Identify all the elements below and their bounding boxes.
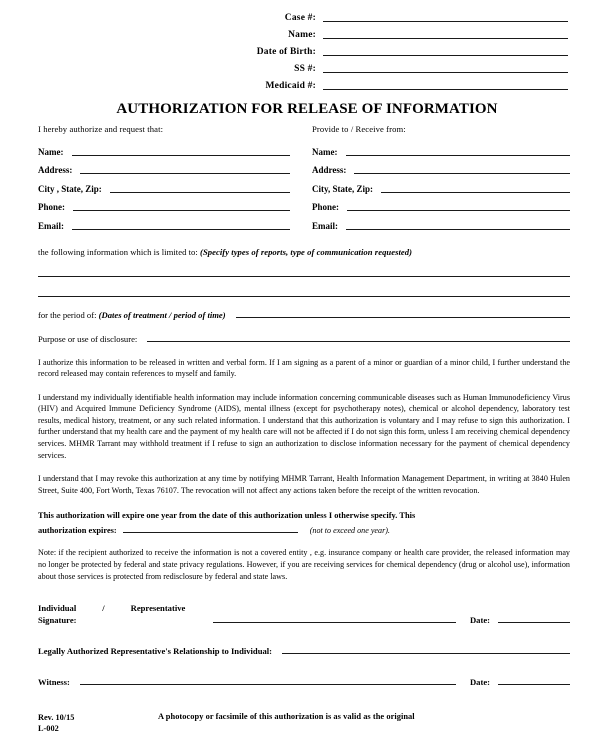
expiration-row — [38, 526, 570, 536]
header-label-ss: SS #: — [294, 64, 316, 74]
period-of-label — [38, 310, 236, 321]
right-label-city-state-zip: City, State, Zip: — [312, 183, 374, 194]
right-input-phone[interactable] — [347, 210, 570, 211]
relationship-label: Legally Authorized Representative's Relationship to Individual: — [38, 646, 273, 657]
period-of-input[interactable] — [236, 317, 570, 318]
purpose-row — [38, 334, 570, 345]
left-field-name — [38, 140, 304, 159]
header-input-medicaid[interactable] — [323, 89, 568, 90]
limited-to-instruction — [38, 247, 570, 257]
left-label-email: Email: — [38, 220, 64, 231]
right-field-email — [312, 214, 570, 233]
authorizing-party-intro: I hereby authorize and request that: — [38, 124, 164, 134]
paragraph-revocation: I understand that I may revoke this authorization at any time by notifying MHMR Tarrant, Health Information Management Department, in writing at 3840 Hulen Street, Suite 400, Fort Worth, Texas 76107. The revocation will not affect any actions taken before the receipt of the written revocation. — [38, 474, 570, 495]
left-field-email — [38, 214, 304, 233]
limited-to-italic-hint: (Specify types of reports, type of communication requested) — [200, 246, 413, 257]
individual-signature-caption — [38, 602, 213, 626]
individual-signature-date-label: Date: — [469, 615, 490, 626]
limited-to-input-line-2[interactable] — [38, 296, 570, 297]
photocopy-validity-note: A photocopy or facsimile of this authorization is as valid as the original — [158, 712, 415, 722]
header-label-name: Name: — [288, 30, 316, 40]
header-field-ss — [220, 59, 568, 76]
header-field-medicaid — [220, 76, 568, 93]
individual-signature-input[interactable] — [213, 622, 456, 623]
header-label-case: Case #: — [284, 13, 316, 23]
left-input-city-state-zip[interactable] — [110, 192, 290, 193]
parties-section — [38, 124, 570, 233]
right-label-name: Name: — [312, 146, 338, 157]
relationship-row — [38, 643, 570, 657]
right-input-name[interactable] — [346, 155, 571, 156]
right-field-phone — [312, 196, 570, 215]
right-field-city-state-zip — [312, 177, 570, 196]
expiration-note: (not to exceed one year). — [309, 526, 390, 536]
right-field-address — [312, 159, 570, 178]
period-of-row — [38, 310, 570, 321]
header-field-name — [220, 25, 568, 42]
witness-label: Witness: — [38, 677, 70, 688]
revision-code — [38, 712, 158, 734]
form-number: L-002 — [38, 724, 59, 734]
left-input-address[interactable] — [80, 173, 290, 174]
left-input-email[interactable] — [72, 229, 290, 230]
purpose-label: Purpose or use of disclosure: — [38, 333, 138, 344]
limited-to-input-line-1[interactable] — [38, 276, 570, 277]
receiving-party-intro: Provide to / Receive from: — [312, 124, 406, 134]
witness-date-input[interactable] — [498, 684, 570, 685]
witness-row — [38, 674, 570, 688]
limited-to-text: the following information which is limited to: — [38, 246, 201, 257]
paragraph-health-information-disclosure: I understand my individually identifiable health information may include information concerning communicable diseases such as Human Immunodeficiency Virus (HIV) and Acquired Immune Deficiency Syndrome (AIDS), mental illness (except for psychotherapy notes), chemical or alcohol dependency, laboratory test results, medical history, treatment, or any such related information. I understand that this authorization is voluntary and I may refuse to sign this authorization. I further understand that my health care and the payment of my health care will not be affected if I do not sign this form, unless I am receiving chemical dependency services. MHMR Tarrant may withhold treatment if I refuse to sign an authorization to disclose information necessary for the payment of chemical dependency services. — [38, 392, 570, 460]
caption-signature: Signature: — [38, 615, 77, 626]
header-input-name[interactable] — [323, 38, 568, 39]
left-input-name[interactable] — [72, 155, 291, 156]
header-field-case — [220, 8, 568, 25]
paragraph-authorize-release: I authorize this information to be released in written and verbal form. If I am signing as a parent of a minor or guardian of a minor child, I further understand the record released may contain references to myself and family. — [38, 357, 570, 379]
witness-date-label: Date: — [469, 677, 490, 688]
individual-signature-date-input[interactable] — [498, 622, 570, 623]
caption-slash: / — [102, 603, 105, 614]
document-title: AUTHORIZATION FOR RELEASE OF INFORMATION — [116, 101, 498, 117]
left-label-phone: Phone: — [38, 202, 65, 212]
document-footer — [38, 712, 570, 734]
purpose-input[interactable] — [147, 341, 570, 342]
authorizing-party-column — [38, 124, 304, 233]
expiration-statement: This authorization will expire one year from the date of this authorization unless I otherwise specify. This — [38, 511, 416, 521]
header-label-dob: Date of Birth: — [256, 47, 316, 57]
individual-signature-row — [38, 602, 570, 626]
relationship-input[interactable] — [282, 653, 570, 654]
left-label-name: Name: — [38, 146, 64, 157]
left-field-phone — [38, 196, 304, 215]
right-label-address: Address: — [312, 165, 347, 175]
header-field-dob — [220, 42, 568, 59]
left-input-phone[interactable] — [73, 210, 290, 211]
paragraph-redisclosure-note: Note: if the recipient authorized to receive the information is not a covered entity , e.g. insurance company or health care provider, the released information may no longer be protected by federal and state privacy regulations. However, if you are receiving services for chemical dependency (drug or alcohol use), information about those services is protected from redisclosure by federal and state laws. — [38, 548, 570, 581]
expiration-label: authorization expires: — [38, 526, 117, 536]
right-input-city-state-zip[interactable] — [381, 192, 570, 193]
header-label-medicaid: Medicaid #: — [265, 81, 316, 91]
witness-input[interactable] — [80, 684, 456, 685]
right-label-email: Email: — [312, 220, 338, 231]
header-input-dob[interactable] — [323, 55, 568, 56]
expiration-date-input[interactable] — [123, 532, 298, 533]
left-label-city-state-zip: City , State, Zip: — [38, 183, 102, 194]
period-of-italic-hint: (Dates of treatment / period of time) — [98, 309, 226, 320]
header-input-ss[interactable] — [323, 72, 568, 73]
right-input-email[interactable] — [346, 229, 570, 230]
period-of-text: for the period of: — [38, 309, 99, 320]
caption-individual: Individual — [38, 603, 77, 614]
revision-date: Rev. 10/15 — [38, 713, 75, 723]
right-input-address[interactable] — [354, 173, 570, 174]
left-field-city-state-zip — [38, 177, 304, 196]
caption-representative: Representative — [130, 603, 186, 614]
left-field-address — [38, 159, 304, 178]
header-fields-block — [220, 8, 570, 93]
receiving-party-column — [304, 124, 570, 233]
header-input-case[interactable] — [323, 21, 568, 22]
right-label-phone: Phone: — [312, 202, 339, 212]
right-field-name — [312, 140, 570, 159]
left-label-address: Address: — [38, 165, 73, 175]
signature-section — [38, 602, 570, 688]
individual-signature-inputs — [213, 602, 570, 626]
